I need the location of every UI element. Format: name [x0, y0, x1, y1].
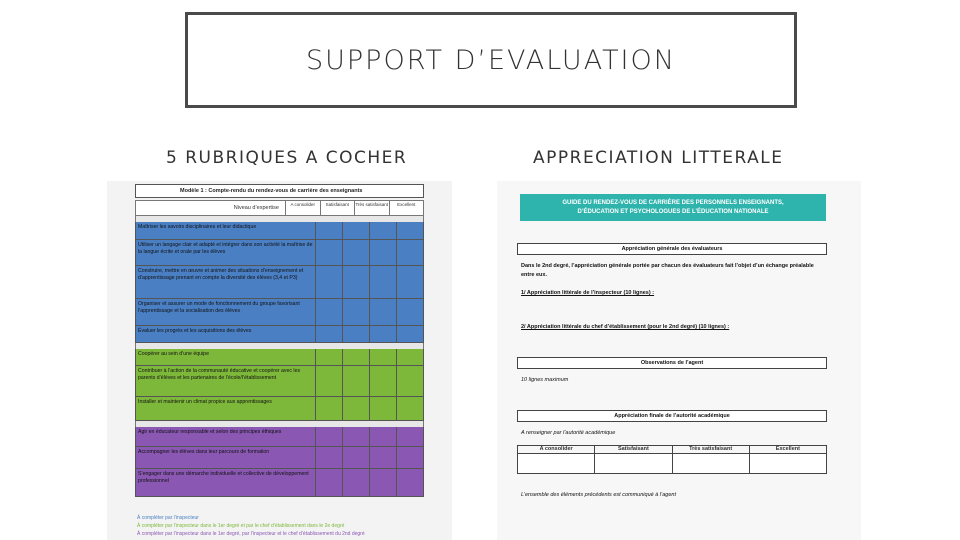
- renseigner-text: A renseigner par l’autorité académique: [521, 430, 616, 436]
- grid-header-col: Excellent: [397, 202, 416, 207]
- checkbox-cell[interactable]: [370, 222, 397, 239]
- scale-col: Excellent: [775, 446, 800, 452]
- competency-label: Construire, mettre en œuvre et animer des situations d’enseignement et d’apprentissage prenant en compte la diversité des élèves (3,4 et P3): [136, 266, 316, 298]
- checkbox-cell[interactable]: [343, 427, 370, 446]
- competency-label: Utiliser un langage clair et adapté et intégrer dans son activité la maîtrise de la langue écrite et orale par les élèves: [136, 240, 316, 265]
- checkbox-cell[interactable]: [316, 397, 343, 420]
- checkbox-cell[interactable]: [316, 447, 343, 468]
- final-scale-table: [517, 445, 827, 474]
- checkbox-cell[interactable]: [343, 447, 370, 468]
- slide-title-box: [185, 12, 797, 108]
- inspector-appraisal: 1/ Appréciation littérale de l’inspecteur (10 lignes) :: [521, 290, 655, 296]
- competency-label: Contribuer à l’action de la communauté éducative et coopérer avec les parents d’élèves et les partenaires de l’école/l’établissement: [136, 366, 316, 396]
- guide-banner: [520, 194, 826, 221]
- checkbox-cell[interactable]: [397, 469, 423, 496]
- principal-appraisal: 2/ Appréciation littérale du chef d’établissement (pour le 2nd degré) (10 lignes) :: [521, 324, 730, 330]
- checkbox-cell[interactable]: [370, 366, 397, 396]
- grid-row: [135, 427, 424, 447]
- written-appraisal-document: [497, 181, 861, 540]
- grid-row: [135, 397, 424, 421]
- checkbox-cell[interactable]: [397, 299, 423, 325]
- competency-label: Maîtriser les savoirs disciplinaires et leur didactique: [136, 222, 316, 239]
- left-heading: 5 RUBRIQUES A COCHER: [166, 148, 408, 168]
- checkbox-cell[interactable]: [343, 397, 370, 420]
- checkbox-cell[interactable]: [370, 240, 397, 265]
- footer-text: L’ensemble des éléments précédents est communiqué à l’agent: [521, 492, 677, 498]
- checkbox-cell[interactable]: [397, 397, 423, 420]
- checkbox-cell[interactable]: [343, 366, 370, 396]
- legend-entry: À compléter par l’inspecteur dans le 1er degré et par le chef d’établissement dans le 2e degré: [137, 523, 345, 529]
- scale-col: A consolider: [518, 446, 595, 453]
- checkbox-form-document: [107, 181, 452, 540]
- checkbox-cell[interactable]: [370, 469, 397, 496]
- checkbox-cell[interactable]: [397, 349, 423, 365]
- checkbox-cell[interactable]: [397, 366, 423, 396]
- checkbox-cell[interactable]: [316, 427, 343, 446]
- grid-row: [135, 447, 424, 469]
- checkbox-cell[interactable]: [397, 222, 423, 239]
- banner-line: GUIDE DU RENDEZ-VOUS DE CARRIÈRE DES PERSONNELS ENSEIGNANTS,: [562, 200, 784, 206]
- checkbox-cell[interactable]: [316, 266, 343, 298]
- checkbox-cell[interactable]: [397, 427, 423, 446]
- checkbox-cell[interactable]: [370, 397, 397, 420]
- competency-label: Agir en éducateur responsable et selon des principes éthiques: [136, 427, 316, 446]
- grid-row: [135, 299, 424, 326]
- grid-header-label: Niveau d’expertise: [136, 201, 286, 215]
- checkbox-cell[interactable]: [343, 222, 370, 239]
- grid-body: [135, 216, 424, 497]
- grid-row: [135, 326, 424, 343]
- banner-line: D’ÉDUCATION ET PSYCHOLOGUES DE L’ÉDUCATION NATIONALE: [577, 209, 769, 215]
- scale-header: [517, 445, 827, 454]
- grid-row: [135, 349, 424, 366]
- section-observations: Observations de l’agent: [517, 357, 827, 369]
- checkbox-cell[interactable]: [397, 447, 423, 468]
- checkbox-cell[interactable]: [316, 366, 343, 396]
- grid-row: [135, 366, 424, 397]
- checkbox-cell[interactable]: [397, 266, 423, 298]
- checkbox-cell[interactable]: [316, 222, 343, 239]
- lines-max-text: 10 lignes maximum: [521, 377, 569, 383]
- checkbox-cell[interactable]: [343, 349, 370, 365]
- grid-header-col: Satisfaisant: [321, 201, 356, 215]
- checkbox-cell[interactable]: [343, 299, 370, 325]
- form-title: Modèle 1 : Compte-rendu du rendez-vous de carrière des enseignants: [135, 184, 424, 198]
- checkbox-cell[interactable]: [370, 447, 397, 468]
- grid-row: [135, 240, 424, 266]
- legend-entry: À compléter par l’inspecteur dans le 1er degré, par l’inspecteur et le chef d’établissement du 2nd degré: [137, 531, 365, 537]
- grid-row: [135, 222, 424, 240]
- checkbox-cell[interactable]: [370, 299, 397, 325]
- expertise-grid: [135, 200, 424, 497]
- checkbox-cell[interactable]: [316, 349, 343, 365]
- section-final: Appréciation finale de l’autorité académique: [517, 410, 827, 422]
- scale-cell: [595, 454, 672, 473]
- scale-cells: [517, 454, 827, 474]
- checkbox-cell[interactable]: [397, 326, 423, 342]
- section-general: Appréciation générale des évaluateurs: [517, 243, 827, 255]
- scale-cell: [750, 454, 826, 473]
- checkbox-cell[interactable]: [370, 326, 397, 342]
- slide-title: SUPPORT D’EVALUATION: [306, 44, 676, 76]
- checkbox-cell[interactable]: [397, 240, 423, 265]
- checkbox-cell[interactable]: [316, 299, 343, 325]
- grid-row: [135, 266, 424, 299]
- competency-label: Installer et maintenir un climat propice aux apprentissages: [136, 397, 316, 420]
- checkbox-cell[interactable]: [343, 266, 370, 298]
- checkbox-cell[interactable]: [343, 326, 370, 342]
- checkbox-cell[interactable]: [343, 469, 370, 496]
- scale-col: Très satisfaisant: [673, 446, 750, 453]
- scale-cell: [673, 454, 750, 473]
- scale-cell: [518, 454, 595, 473]
- checkbox-cell[interactable]: [316, 469, 343, 496]
- scale-col: Satisfaisant: [595, 446, 672, 453]
- right-heading: APPRECIATION LITTERALE: [533, 148, 784, 168]
- intro-text: Dans le 2nd degré, l’appréciation générale portée par chacun des évaluateurs fait l’objet d’un échange préalable entre eux.: [521, 263, 814, 278]
- checkbox-cell[interactable]: [370, 427, 397, 446]
- competency-label: Coopérer au sein d’une équipe: [136, 349, 316, 365]
- checkbox-cell[interactable]: [316, 326, 343, 342]
- competency-label: S’engager dans une démarche individuelle et collective de développement professionnel: [136, 469, 316, 496]
- grid-row: [135, 469, 424, 497]
- checkbox-cell[interactable]: [370, 266, 397, 298]
- checkbox-cell[interactable]: [370, 349, 397, 365]
- grid-header-col: A consolider: [286, 201, 321, 215]
- competency-label: Accompagner les élèves dans leur parcours de formation: [136, 447, 316, 468]
- competency-label: Évaluer les progrès et les acquisitions des élèves: [136, 326, 316, 342]
- grid-header-col: Très satisfaisant: [355, 201, 390, 215]
- legend-entry: À compléter par l’inspecteur: [137, 515, 199, 521]
- competency-label: Organiser et assurer un mode de fonctionnement du groupe favorisant l’apprentissage et la socialisation des élèves: [136, 299, 316, 325]
- checkbox-cell[interactable]: [316, 240, 343, 265]
- checkbox-cell[interactable]: [343, 240, 370, 265]
- grid-header: [135, 200, 424, 216]
